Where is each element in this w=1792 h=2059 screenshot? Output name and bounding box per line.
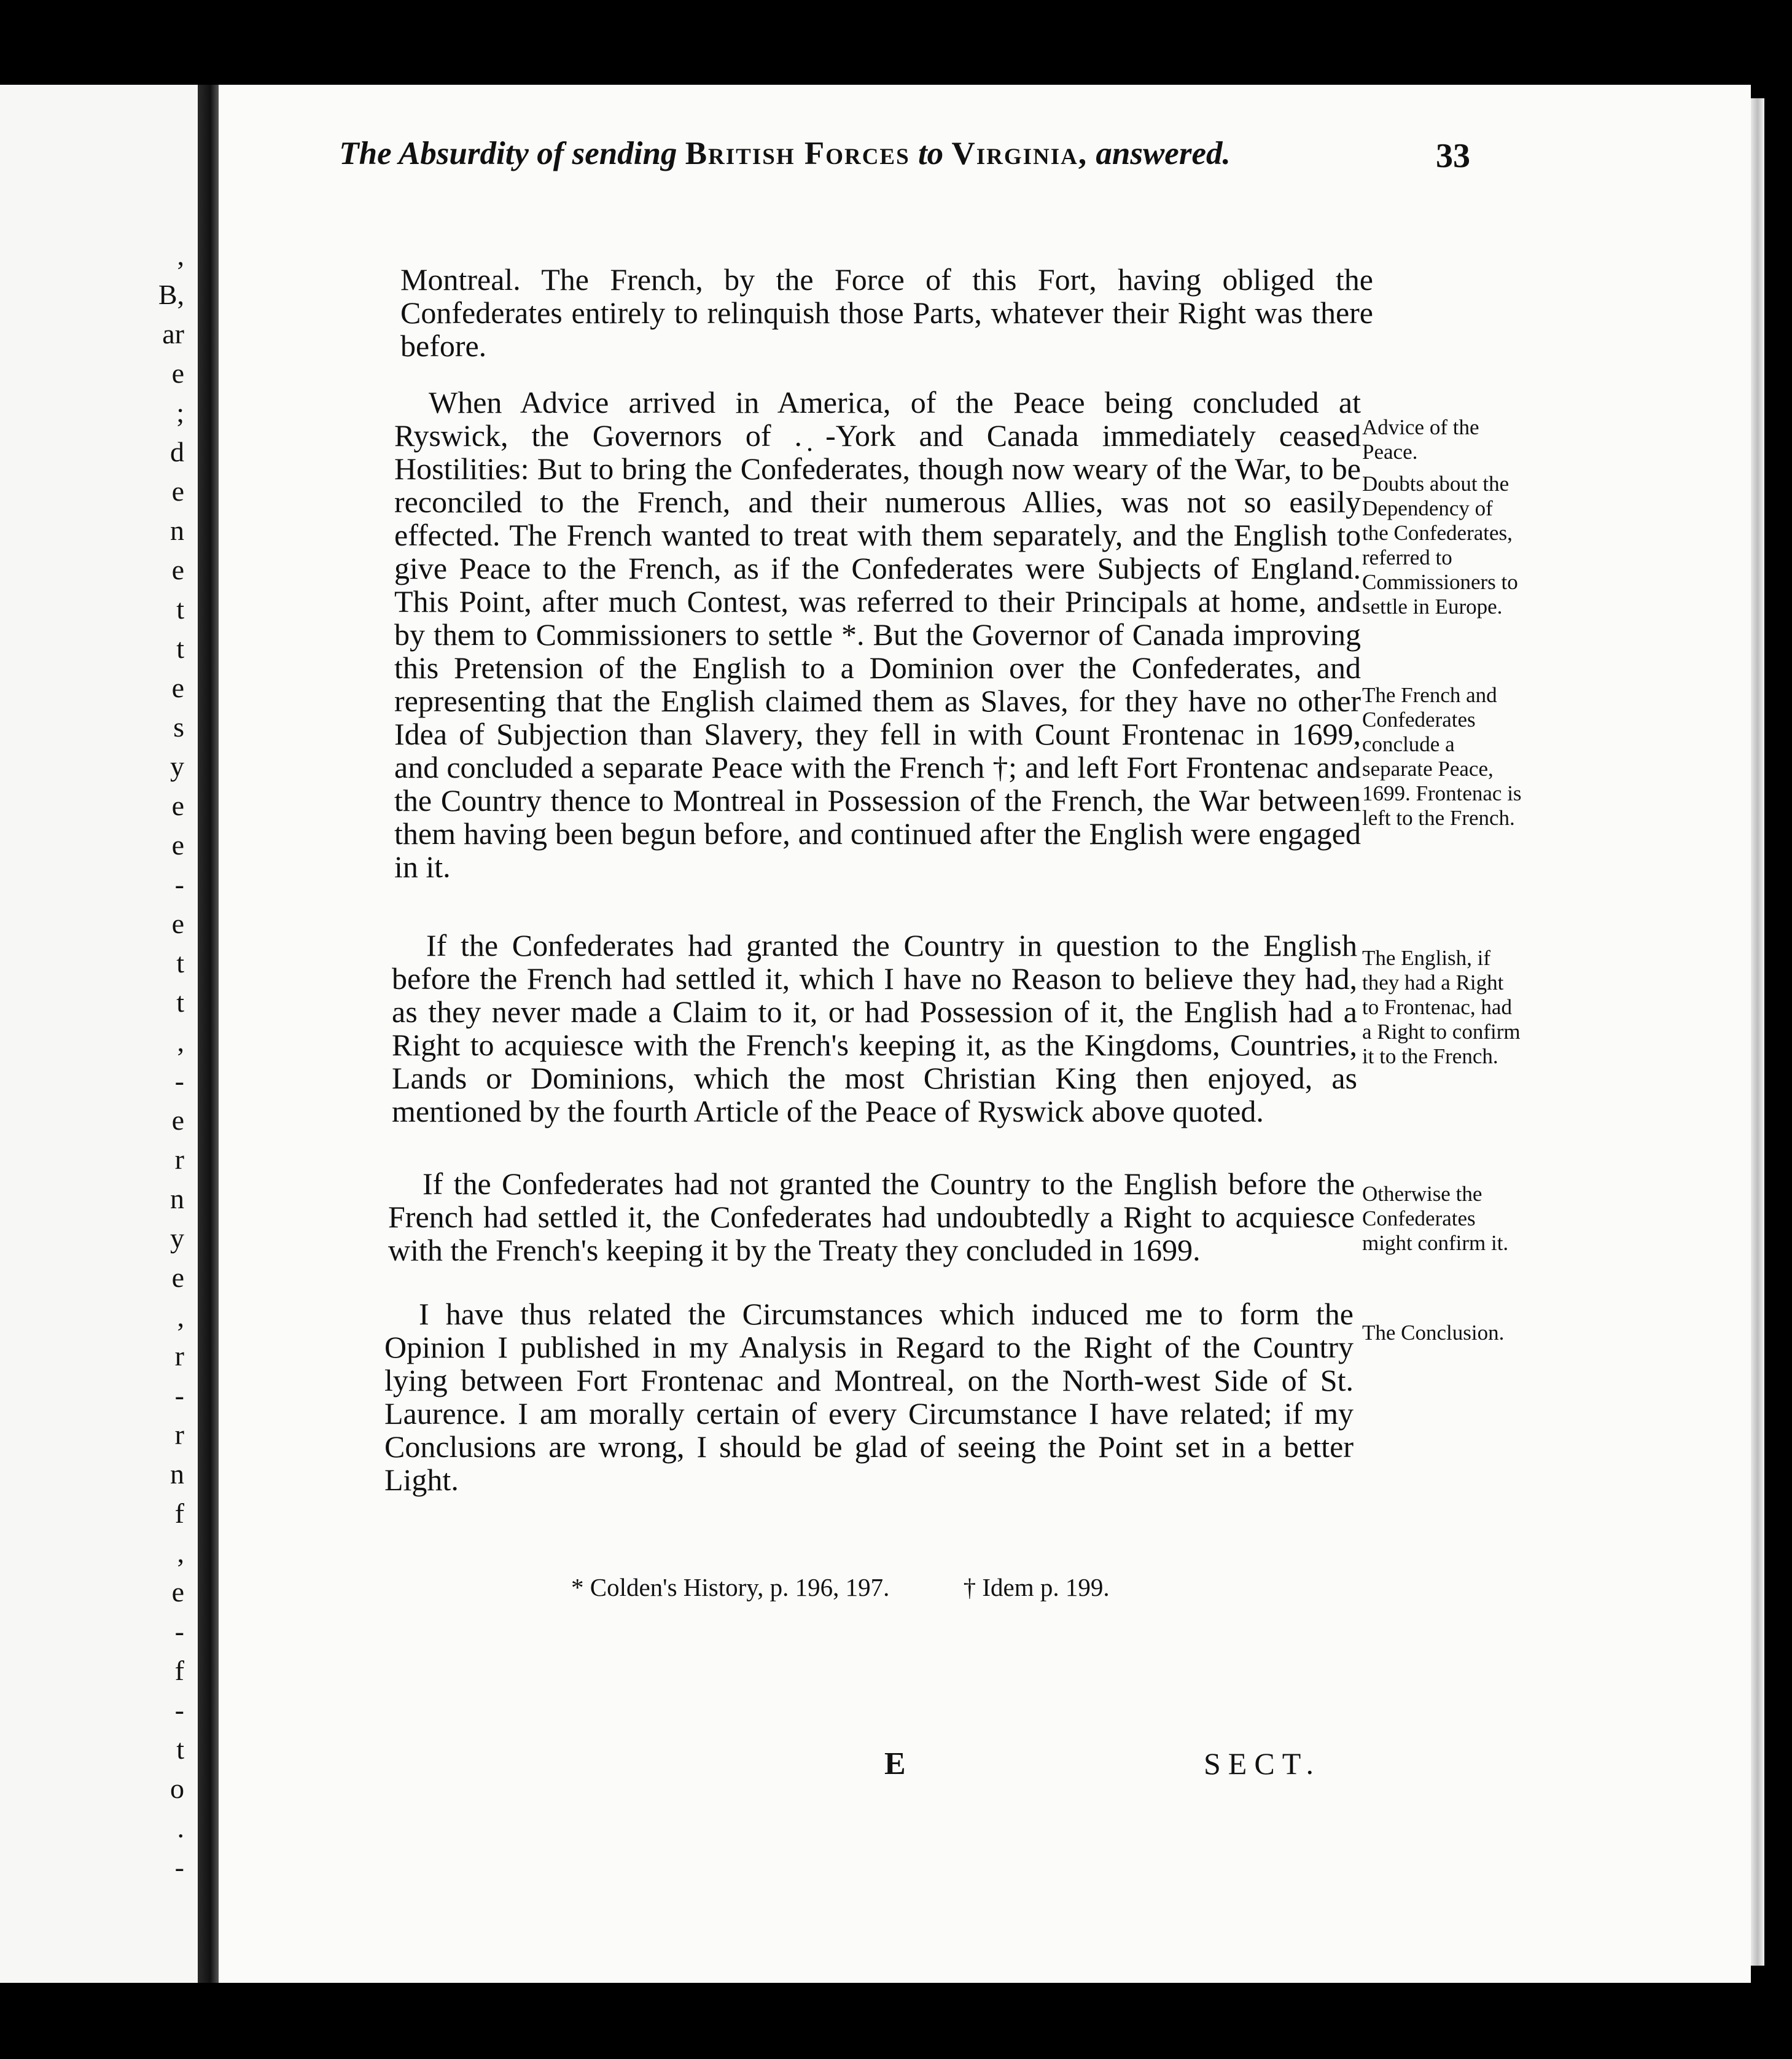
previous-page-edge-char: - [174,869,184,900]
previous-page-edge [0,85,198,1983]
margin-note-english-right: The English, if they had a Right to Frontenac, had a Right to confirm it to the French. [1362,946,1521,1068]
paragraph-1-text: When Advice arrived in America, of the Peace being concluded at Ryswick, the Governors of . ̣-York and Canada immediately ceased Hostilities: But to bring the Confederates, though now weary of the War, to be reconciled to the French, and their numerous Allies, was not so easily effected. The French wanted to treat with them separately, and the English to give Peace to the French, as if the Confederates were Subjects of England. This Point, after much Contest, was referred to their Principals at home, and by them to Commissioners to settle *. But the Governor of Canada improving this Pretension of the English to a Dominion over the Confederates, and representing that the English claimed them as Slaves, for they have no other Idea of Subjection than Slavery, they fell in with Count Frontenac in 1699, and concluded a separate Peace with the French †; and left Fort Frontenac and the Country thence to Montreal in Possession of the French, the War between them having been begun before, and continued after the English were engaged in it. [394,385,1361,884]
previous-page-edge-char: t [176,633,184,664]
previous-page-edge-char: , [177,240,184,271]
previous-page-edge-char: f [174,1498,184,1529]
previous-page-edge-char: e [171,554,184,585]
previous-page-edge-char: e [171,829,184,861]
previous-page-edge-char: - [174,1065,184,1096]
previous-page-edge-char: - [174,1851,184,1883]
previous-page-edge-char: y [170,1222,184,1254]
previous-page-edge-char: r [174,1419,184,1450]
margin-note-doubts: Doubts about the Dependency of the Confederates, referred to Commissioners to settle in Europe. [1362,472,1518,619]
paragraph-3 [388,1167,1355,1267]
previous-page-edge-char: B, [158,279,184,310]
running-head-part5: answered. [1096,136,1231,171]
previous-page-edge-char: s [173,711,184,743]
previous-page-edge-char: t [176,987,184,1018]
previous-page-edge-char: . [177,1812,184,1843]
footnotes [571,1573,1110,1602]
previous-page-edge-char: ar [162,318,184,350]
previous-page-edge-char: y [170,751,184,782]
running-head [226,135,1344,172]
page-number: 33 [1436,137,1470,175]
previous-page-edge-char: t [176,593,184,625]
previous-page-edge-char: t [176,947,184,979]
previous-page-edge-char: e [171,1104,184,1136]
paragraph-3-text: If the Confederates had not granted the Country to the English before the French had settled it, the Confederates had undoubtedly a Right to acquiesce with the French's keeping it by the Treaty they concluded in 1699. [388,1166,1355,1267]
previous-page-edge-char: - [174,1380,184,1411]
page-stack-edge [1751,98,1764,1966]
previous-page-edge-char: - [174,1694,184,1725]
book-gutter [198,85,219,1983]
paragraph-4-text: I have thus related the Circumstances which induced me to form the Opinion I published in my Analysis in Regard to the Right of the Country lying between Fort Frontenac and Montreal, on the North-west Side of St. Laurence. I am morally certain of every Circumstance I have related; if my Conclusions are wrong, I should be glad of seeing the Point set in a better Light. [384,1297,1354,1497]
previous-page-edge-char: o [170,1773,184,1804]
margin-note-conclusion: The Conclusion. [1362,1321,1505,1345]
running-head-part4: Virginia, [951,136,1088,171]
running-head-part3: to [917,136,944,171]
previous-page-edge-char: e [171,1576,184,1608]
previous-page-edge-char: e [171,790,184,821]
footnote-colden: * Colden's History, p. 196, 197. [571,1573,890,1601]
paragraph-4 [384,1297,1354,1496]
previous-page-edge-char: e [171,1262,184,1293]
paragraph-1 [394,386,1361,883]
previous-page-edge-char: r [174,1144,184,1175]
signature-mark: E [884,1746,906,1781]
footnote-idem: † Idem p. 199. [963,1573,1110,1601]
paragraph-2-text: If the Confederates had granted the Country in question to the English before the French had settled it, which I have no Reason to believe they had, as they never made a Claim to it, or had Possession of it, the English had a Right to acquiesce with the French's keeping it, as the Kingdoms, Countries, Lands or Dominions, which the most Christian King then enjoyed, as mentioned by the fourth Article of the Peace of Ryswick above quoted. [392,928,1357,1128]
previous-page-edge-char: - [174,1616,184,1647]
previous-page-edge-char: n [170,1458,184,1490]
previous-page-edge-char: t [176,1733,184,1765]
paragraph-0 [400,263,1373,362]
previous-page-edge-char: , [177,1301,184,1332]
previous-page-edge-char: f [174,1655,184,1686]
previous-page-edge-char: e [171,475,184,507]
paragraph-2 [392,929,1357,1128]
previous-page-edge-char: e [171,357,184,389]
previous-page-edge-char: n [170,515,184,546]
previous-page-edge-char: d [170,436,184,467]
margin-note-separate-peace: The French and Confederates conclude a separate Peace, 1699. Frontenac is left to the French. [1362,683,1522,830]
paragraph-0-text: Montreal. The French, by the Force of this Fort, having obliged the Confederates entirely to relinquish those Parts, whatever their Right was there before. [400,262,1373,363]
previous-page-edge-char: e [171,908,184,939]
previous-page-edge-char: r [174,1340,184,1372]
running-head-part1: The Absurdity of sending [339,136,677,171]
previous-page-edge-char: , [177,1026,184,1057]
previous-page-edge-char: e [171,672,184,703]
running-head-part2: British Forces [685,136,910,171]
margin-note-otherwise: Otherwise the Confederates might confirm it. [1362,1182,1509,1255]
previous-page-edge-char: , [177,1537,184,1568]
catchword: SECT. [1204,1746,1322,1781]
previous-page-edge-char: ; [176,397,184,428]
margin-note-advice: Advice of the Peace. [1362,415,1479,464]
previous-page-edge-char: n [170,1183,184,1214]
